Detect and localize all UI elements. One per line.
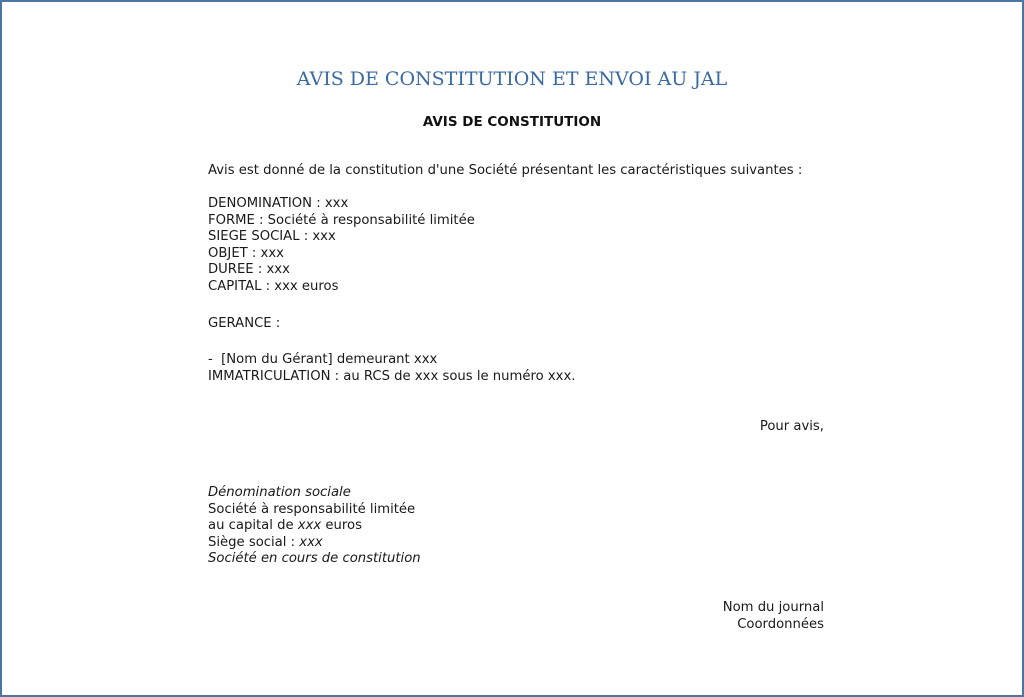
- siege-prefix: Siège social :: [208, 534, 300, 550]
- field-siege-social: SIEGE SOCIAL : xxx: [208, 229, 336, 245]
- signature-block: [208, 485, 824, 568]
- gerance-label: GERANCE :: [208, 316, 281, 331]
- signature-forme: Société à responsabilité limitée: [208, 501, 416, 517]
- signature-siege: [208, 535, 824, 552]
- gerant-line: - [Nom du Gérant] demeurant xxx: [208, 352, 438, 367]
- journal-name: Nom du journal: [722, 600, 824, 615]
- capital-value: xxx: [297, 518, 322, 534]
- pour-avis: Pour avis,: [759, 419, 824, 434]
- company-fields: [208, 196, 824, 296]
- intro-text: Avis est donné de la constitution d'une Société présentant les caractéristiques suivantes :: [208, 163, 803, 178]
- signature-capital: [208, 518, 824, 535]
- section-heading: AVIS DE CONSTITUTION: [422, 114, 602, 130]
- immatriculation-line: IMMATRICULATION : au RCS de xxx sous le numéro xxx.: [208, 368, 576, 384]
- pour-avis-block: [208, 419, 824, 436]
- gerance-section: [208, 316, 824, 333]
- intro-paragraph: [208, 163, 824, 180]
- gerant-section: [208, 352, 824, 385]
- field-objet: OBJET : xxx: [208, 245, 284, 261]
- field-capital: CAPITAL : xxx euros: [208, 278, 339, 294]
- journal-contact: Coordonnées: [737, 616, 824, 632]
- field-forme: FORME : Société à responsabilité limitée: [208, 212, 475, 228]
- field-duree: DUREE : xxx: [208, 262, 290, 278]
- field-denomination: DENOMINATION : xxx: [208, 196, 349, 211]
- siege-value: xxx: [299, 534, 323, 550]
- journal-block: [208, 600, 824, 633]
- signature-denomination: Dénomination sociale: [208, 485, 351, 500]
- capital-prefix: au capital de: [208, 518, 298, 534]
- capital-suffix: euros: [321, 518, 362, 534]
- document-title: AVIS DE CONSTITUTION ET ENVOI AU JAL: [296, 68, 728, 90]
- signature-status: Société en cours de constitution: [208, 551, 421, 567]
